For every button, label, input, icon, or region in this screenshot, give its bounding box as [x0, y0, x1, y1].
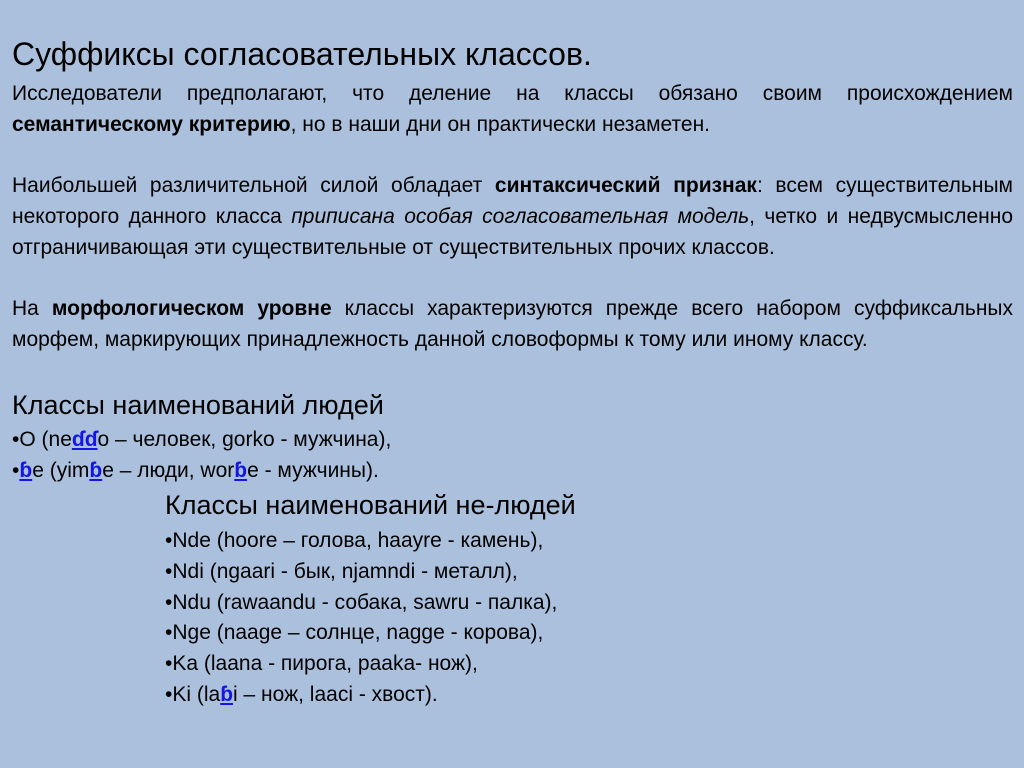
p2-text-2: : всем существительным некоторого данного класса	[12, 174, 1013, 228]
hyperlink-implosive-b[interactable]: ɓ	[89, 459, 103, 482]
paragraph-semantic-origin	[12, 78, 1013, 140]
hyperlink-implosive-b[interactable]: ɓ	[19, 459, 33, 482]
item-text: •Ki (la	[165, 683, 221, 706]
p1-text-1: Исследователи предполагают, что деление на классы обязано своим происхождением	[12, 82, 1013, 105]
list-item-class-ndu: •Ndu (rawaandu - собака, sawru - палка),	[165, 591, 558, 614]
item-text: i – нож, laaci - хвост).	[233, 683, 438, 706]
list-item-class-nge: •Nge (naage – солнце, nagge - корова),	[165, 621, 544, 644]
hyperlink-implosive-b[interactable]: ɓ	[220, 683, 234, 706]
item-text: o – человек, gorko - мужчина),	[97, 428, 392, 451]
p2-text-1: Наибольшей различительной силой обладает	[12, 174, 495, 197]
slide-title: Суффиксы согласовательных классов.	[12, 36, 592, 72]
list-item-class-o	[12, 425, 391, 455]
p1-bold-term: семантическому критерию	[12, 113, 291, 136]
item-text: •O (ne	[12, 428, 72, 451]
list-item-class-ki	[165, 680, 438, 710]
item-text: e – люди, wor	[102, 459, 235, 482]
p3-text-2: классы характеризуются прежде всего набором суффиксальных морфем, маркирующих принадлежность данной словоформы к тому или иному классу.	[12, 297, 1014, 351]
item-text: •	[12, 459, 20, 482]
list-item-class-ka: •Ka (laana - пирога, paaka- нож),	[165, 652, 478, 675]
hyperlink-implosive-d[interactable]: ɗɗ	[71, 428, 98, 451]
list-item-class-nde: •Nde (hoore – голова, haayre - камень),	[165, 529, 544, 552]
p3-text-1: На	[12, 297, 52, 320]
paragraph-syntactic-feature	[12, 170, 1013, 263]
p2-text-3: , четко и недвусмысленно отграничивающая эти существительные от существительных прочих классов.	[12, 205, 1013, 259]
item-text: e - мужчины).	[247, 459, 379, 482]
p3-bold-term: морфологическом уровне	[51, 297, 332, 320]
list-item-class-ndi: •Ndi (ngaari - бык, njamndi - металл),	[165, 560, 518, 583]
p2-italic-phrase: приписана особая согласовательная модель	[291, 205, 750, 228]
item-text: e (yim	[32, 459, 90, 482]
nonpeople-classes-heading: Классы наименований не-людей	[165, 490, 576, 520]
p1-text-2: , но в наши дни он практически незаметен.	[290, 113, 711, 136]
p2-bold-term: синтаксический признак	[494, 174, 757, 197]
hyperlink-implosive-b[interactable]: ɓ	[234, 459, 248, 482]
paragraph-morphological-level	[12, 293, 1013, 355]
people-classes-heading: Классы наименований людей	[12, 390, 384, 420]
list-item-class-be	[12, 456, 379, 486]
